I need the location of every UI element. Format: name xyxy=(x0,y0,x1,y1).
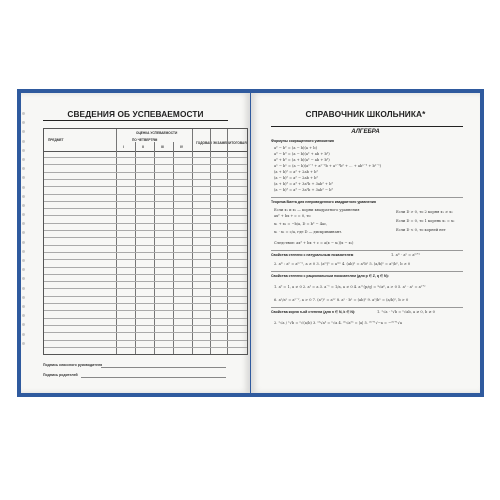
binder-hole xyxy=(22,241,25,244)
table-row xyxy=(44,340,247,341)
teacher-signature-label: Подпись классного руководителя xyxy=(43,363,103,367)
table-row xyxy=(44,157,247,158)
table-row xyxy=(44,310,247,311)
section-divider xyxy=(271,250,463,251)
table-row xyxy=(44,201,247,202)
title-underline xyxy=(43,120,228,121)
binder-hole xyxy=(22,259,25,262)
table-row xyxy=(44,252,247,253)
table-row xyxy=(44,318,247,319)
col-divider xyxy=(173,142,174,354)
formula: (a − b)² = a² − 2ab + b² xyxy=(274,176,318,180)
col-divider xyxy=(135,142,136,354)
table-row xyxy=(44,303,247,304)
formula: x₁ · x₂ = c/a, где D — дискриминант. xyxy=(274,230,343,234)
formula: Если D = 0, то 1 корень x₁ = x₂ xyxy=(396,219,455,223)
section-vieta: Теорема Виета для неприведенного квадратного уравнения xyxy=(271,200,376,204)
right-page xyxy=(251,93,480,393)
table-row xyxy=(44,281,247,282)
col-divider xyxy=(227,129,228,354)
binder-hole xyxy=(22,277,25,280)
formula: ax² + bx + c = 0, то xyxy=(274,214,311,218)
binder-hole xyxy=(22,195,25,198)
binder-hole xyxy=(22,342,25,345)
section-divider xyxy=(271,271,463,272)
formula: a² − b² = (a − b)(a + b) xyxy=(274,146,318,150)
table-row xyxy=(44,267,247,268)
col-divider xyxy=(192,129,193,354)
quarter-1: I xyxy=(123,145,124,149)
col-divider xyxy=(154,142,155,354)
left-page xyxy=(21,93,250,393)
table-row xyxy=(44,208,247,209)
right-page-title: СПРАВОЧНИК ШКОЛЬНИКА* xyxy=(305,109,426,119)
binder-hole xyxy=(22,140,25,143)
table-row xyxy=(44,245,247,246)
section-natural-powers: Свойства степени с натуральным показателем xyxy=(271,253,354,257)
yearly-header: ГОДОВАЯ xyxy=(196,141,212,145)
formula: 6. aˣ/aʸ = aˣ⁻ʸ, a > 0 7. (aˣ)ʸ = aˣʸ 8. aˣ · bˣ = (ab)ˣ 9. aˣ/bˣ = (a/b)ˣ, b > 0 xyxy=(274,298,409,302)
table-row xyxy=(44,325,247,326)
formula: Если D < 0, то корней нет xyxy=(396,228,446,232)
binder-hole xyxy=(22,287,25,290)
formula: (a − b)³ = a³ − 3a²b + 3ab² − b³ xyxy=(274,188,333,192)
binder-holes xyxy=(22,112,26,351)
binder-hole xyxy=(22,186,25,189)
formula: 1. aᵐ · aⁿ = aᵐ⁺ⁿ xyxy=(391,253,421,257)
formula: Если D > 0, то 2 корня x₁ ≠ x₂ xyxy=(396,210,453,214)
binder-hole xyxy=(22,176,25,179)
binder-hole xyxy=(22,268,25,271)
table-row xyxy=(44,296,247,297)
binder-hole xyxy=(22,250,25,253)
formula: 1. ⁿ√a · ⁿ√b = ⁿ√ab, a ≥ 0, b ≥ 0 xyxy=(377,310,435,314)
formula: (a + b)² = a² + 2ab + b² xyxy=(274,170,318,174)
formula: 2. aᵐ : aⁿ = aᵐ⁻ⁿ, a ≠ 0 3. (aᵐ)ⁿ = aᵐⁿ 4. (ab)ⁿ = aⁿbⁿ 5. (a/b)ⁿ = aⁿ/bⁿ, b ≠ 0 xyxy=(274,262,411,266)
formula: (a + b)³ = a³ + 3a²b + 3ab² + b³ xyxy=(274,182,333,186)
final-header: ИТОГОВАЯ xyxy=(229,141,247,145)
subject-header: ПРЕДМЕТ xyxy=(48,138,64,142)
formula: aⁿ − bⁿ = (a − b)(aⁿ⁻¹ + aⁿ⁻²b + aⁿ⁻³b² + ... + abⁿ⁻² + bⁿ⁻¹) xyxy=(274,164,382,168)
table-row xyxy=(44,347,247,348)
binder-hole xyxy=(22,305,25,308)
binder-hole xyxy=(22,149,25,152)
table-row xyxy=(44,172,247,173)
table-row xyxy=(44,288,247,289)
col-divider xyxy=(116,129,117,354)
binder-hole xyxy=(22,112,25,115)
grades-table-header xyxy=(44,129,247,152)
table-row xyxy=(44,179,247,180)
table-row xyxy=(44,194,247,195)
formula: a³ + b³ = (a + b)(a² − ab + b²) xyxy=(274,158,330,162)
binder-hole xyxy=(22,130,25,133)
formula: Если x₁ и x₂ — корни квадратного уравнения xyxy=(274,208,360,212)
parents-signature-label: Подпись родителей xyxy=(43,373,78,377)
quarters-header: ПО ЧЕТВЕРТЯМ xyxy=(132,138,158,142)
table-row xyxy=(44,332,247,333)
algebra-heading: АЛГЕБРА xyxy=(351,129,380,135)
binder-hole xyxy=(22,323,25,326)
table-row xyxy=(44,186,247,187)
binder-hole xyxy=(22,231,25,234)
table-row xyxy=(44,237,247,238)
binder-hole xyxy=(22,167,25,170)
table-row xyxy=(44,223,247,224)
formula: a³ − b³ = (a − b)(a² + ab + b²) xyxy=(274,152,330,156)
col-divider xyxy=(210,129,211,354)
binder-hole xyxy=(22,121,25,124)
section-divider xyxy=(271,197,463,198)
formula: 1. a⁰ = 1, a ≠ 0 2. a¹ = a 3. a⁻¹ = 1/a, a ≠ 0 4. a^(p/q) = ᵠ√aᵖ, a > 0 5. aˣ · aʸ = aˣ⁺ʸ xyxy=(274,285,426,289)
grades-table xyxy=(43,128,248,355)
section-rational-powers: Свойства степени с рациональным показателем (для p ∈ Z, q ∈ N): xyxy=(271,274,389,278)
quarter-2: II xyxy=(142,145,144,149)
quarter-4: IV xyxy=(180,145,184,149)
quarter-3: III xyxy=(161,145,164,149)
exam-header: ЭКЗАМЕН xyxy=(213,141,229,145)
binder-hole xyxy=(22,296,25,299)
table-row xyxy=(44,230,247,231)
section-roots: Свойства корня n-ой степени (для n ∈ N, k ∈ N): xyxy=(271,310,356,314)
binder-hole xyxy=(22,222,25,225)
formula: Следствие: ax² + bx + c = a(x − x₁)(x − x₂) xyxy=(274,241,354,245)
formula: 2. ⁿ√a / ⁿ√b = ⁿ√(a/b) 3. ⁿᵏ√aᵏ = ⁿ√a 4. ²ⁿ√a²ⁿ = |a| 5. ²ⁿ⁺¹√−a = −²ⁿ⁺¹√a xyxy=(274,321,402,325)
grades-header: ОЦЕНКА УСПЕВАЕМОСТИ xyxy=(136,131,178,135)
binder-hole xyxy=(22,158,25,161)
parents-signature-line[interactable] xyxy=(81,377,226,378)
binder-hole xyxy=(22,333,25,336)
algebra-rule xyxy=(271,126,463,127)
section-short-mult: Формулы сокращенного умножения xyxy=(271,139,334,143)
teacher-signature-line[interactable] xyxy=(101,367,226,368)
formula: x₁ + x₂ = −b/a, D = b² − 4ac, xyxy=(274,222,328,226)
table-row xyxy=(44,274,247,275)
binder-hole xyxy=(22,213,25,216)
table-row xyxy=(44,259,247,260)
left-page-title: СВЕДЕНИЯ ОБ УСПЕВАЕМОСТИ xyxy=(67,109,204,119)
section-divider xyxy=(271,307,463,308)
table-row xyxy=(44,164,247,165)
binder-hole xyxy=(22,204,25,207)
table-row xyxy=(44,215,247,216)
binder-hole xyxy=(22,314,25,317)
